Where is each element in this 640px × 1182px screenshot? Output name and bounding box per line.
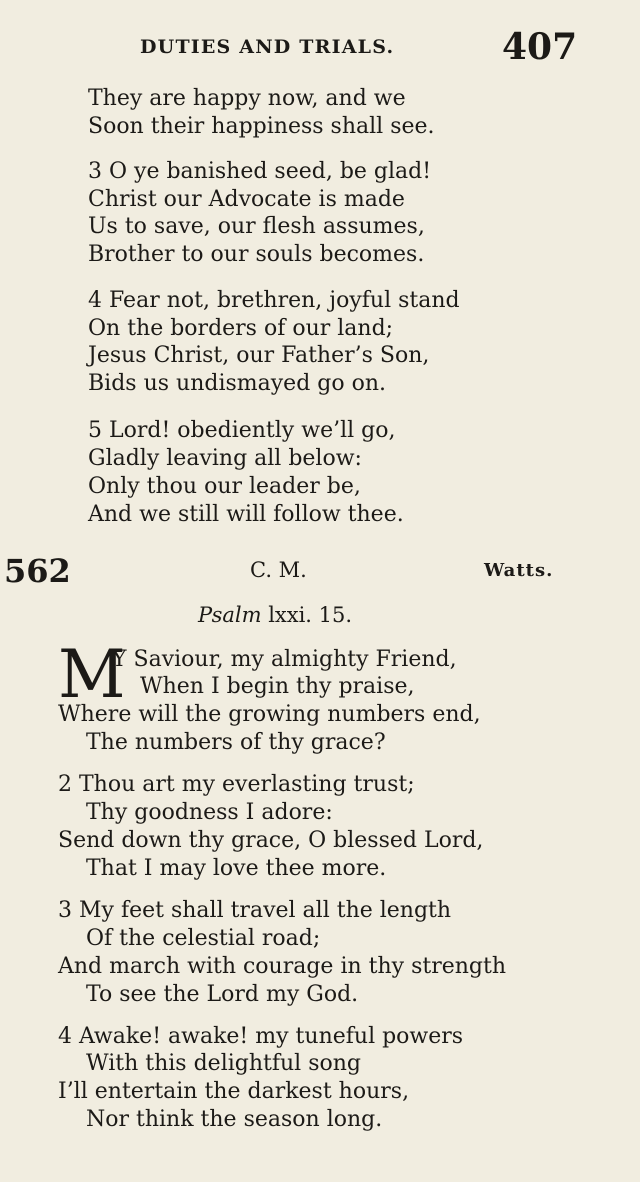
verse-line: And march with courage in thy strength	[58, 954, 507, 979]
verse-line: Nor think the season long.	[86, 1107, 383, 1132]
verse-line: Bids us undismayed go on.	[88, 371, 386, 396]
verse-line: The numbers of thy grace?	[86, 730, 386, 755]
drop-cap: M	[58, 636, 126, 713]
page-number: 407	[502, 26, 578, 68]
verse-line: I’ll entertain the darkest hours,	[58, 1079, 410, 1104]
verse-line: When I begin thy praise,	[140, 674, 415, 699]
verse-line: 4 Fear not, brethren, joyful stand	[88, 288, 460, 313]
verse-line: To see the Lord my God.	[86, 982, 359, 1007]
verse-line: Send down thy grace, O blessed Lord,	[58, 828, 484, 853]
verse-line: Us to save, our flesh assumes,	[88, 214, 425, 239]
verse-line: 3 My feet shall travel all the length	[58, 898, 452, 923]
verse-line: Only thou our leader be,	[88, 474, 361, 499]
scripture-book: Psalm	[198, 603, 262, 627]
verse-line: Jesus Christ, our Father’s Son,	[88, 343, 430, 368]
verse-line: 5 Lord! obediently we’ll go,	[88, 418, 396, 443]
verse-line: Soon their happiness shall see.	[88, 114, 435, 139]
verse-line: That I may love thee more.	[86, 856, 387, 881]
verse-line: Thy goodness I adore:	[86, 800, 333, 825]
verse-line: With this delightful song	[86, 1051, 361, 1076]
verse-line: And we still will follow thee.	[88, 502, 404, 527]
verse-line: Y Saviour, my almighty Friend,	[112, 647, 457, 672]
verse-line: Gladly leaving all below:	[88, 446, 362, 471]
verse-line: Christ our Advocate is made	[88, 187, 405, 212]
running-header: DUTIES AND TRIALS.	[140, 36, 395, 58]
verse-line: Brother to our souls becomes.	[88, 242, 425, 267]
verse-line: 2 Thou art my everlasting trust;	[58, 772, 415, 797]
verse-line: On the borders of our land;	[88, 316, 394, 341]
verse-line: Where will the growing numbers end,	[58, 702, 481, 727]
scripture-chapter-verse: lxxi. 15.	[268, 603, 353, 627]
verse-line: 3 O ye banished seed, be glad!	[88, 159, 432, 184]
hymn-author: Watts.	[484, 560, 554, 581]
scripture-reference	[198, 603, 352, 627]
hymn-number: 562	[4, 552, 71, 590]
verse-line: Of the celestial road;	[86, 926, 321, 951]
verse-line: 4 Awake! awake! my tuneful powers	[58, 1024, 464, 1049]
verse-line: They are happy now, and we	[88, 86, 406, 111]
hymn-meter: C. M.	[250, 558, 307, 582]
